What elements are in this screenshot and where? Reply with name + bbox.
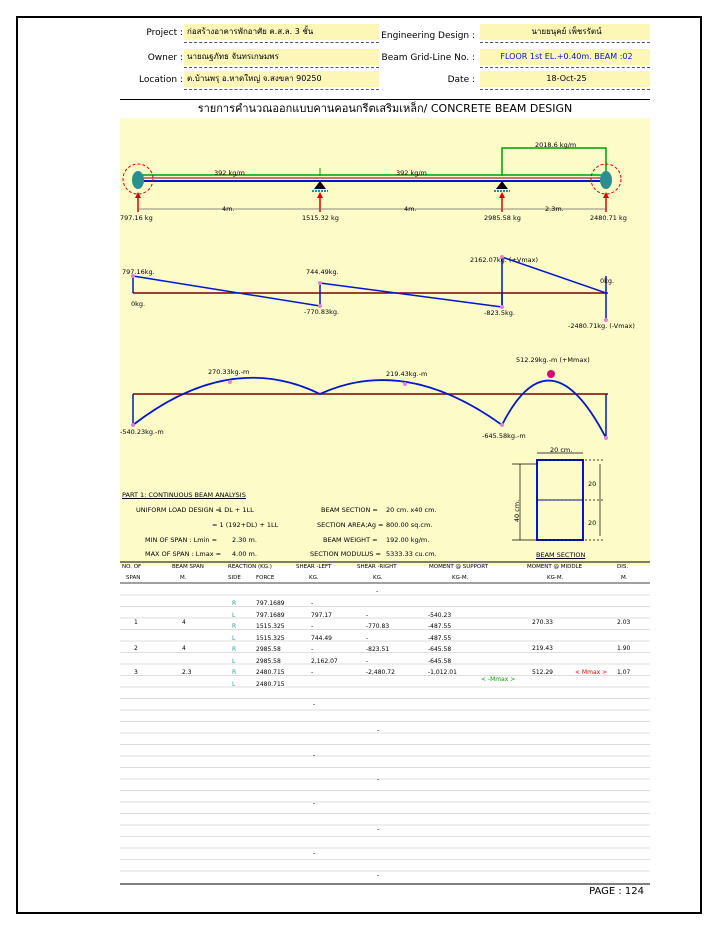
beam-weight-value: 192.00 kg/m. — [386, 536, 430, 544]
engineer-value: นายยนุคย์ เพ็ชรรัตน์ — [480, 24, 650, 40]
th: SIDE — [228, 575, 241, 581]
moment-label: 270.33kg.-m — [208, 368, 250, 376]
shear-label: -823.5kg. — [484, 309, 515, 317]
table-cell-force: 2480.715 — [256, 680, 285, 688]
owner-label: Owner : — [147, 53, 183, 63]
th: SHEAR -LEFT — [296, 564, 332, 570]
uniform-load-2: 392 kg/m — [396, 169, 427, 177]
moment-label: 219.43kg.-m — [386, 370, 428, 378]
moment-label: 512.29kg.-m (+Mmax) — [516, 356, 590, 364]
beam-section-label: BEAM SECTION = — [321, 506, 378, 514]
shear-label: 0kg. — [600, 277, 615, 285]
table-cell-shear-right: -823.51 — [366, 646, 390, 653]
span-2: 4m. — [404, 205, 417, 213]
th: SHEAR -RIGHT — [357, 564, 397, 570]
reaction-2: 1515.32 kg — [302, 214, 339, 222]
table-cell-force: 1515.325 — [256, 634, 285, 642]
page-title: รายการคำนวณออกแบบคานคอนกรีตเสริมเหล็ก/ CONCRETE BEAM DESIGN — [120, 99, 650, 119]
table-cell-shear-left: 2,162.07 — [311, 657, 338, 665]
moment-label: -645.58kg.-m — [482, 432, 526, 440]
part-title: PART 1: CONTINUOUS BEAM ANALYSIS — [122, 491, 246, 499]
section-modulus-value: 5333.33 cu.cm. — [386, 550, 437, 558]
location-label: Location : — [139, 75, 183, 85]
section-area-label: SECTION AREA;Ag = — [317, 521, 384, 529]
date-value: 18-Oct-25 — [480, 71, 650, 87]
section-half-bottom: 20 — [588, 519, 597, 527]
table-cell-moment-middle: 270.33 — [532, 619, 553, 626]
th: SPAN — [126, 575, 141, 581]
th: M. — [180, 575, 187, 581]
max-span-value: 4.00 m. — [232, 550, 257, 558]
uniform-load-label: UNIFORM LOAD DESIGN = — [136, 506, 222, 514]
beam-section-value: 20 cm. x40 cm. — [386, 506, 437, 514]
table-cell-shear-left: - — [311, 669, 314, 676]
table-cell-span-length: 4 — [182, 645, 186, 652]
section-modulus-label: SECTION MODULUS = — [310, 550, 381, 558]
beam-weight-label: BEAM WEIGHT = — [323, 536, 378, 544]
table-cell-moment-middle: 219.43 — [532, 645, 553, 652]
uniform-load-formula: 1 DL + 1LL — [218, 506, 254, 514]
table-cell-span-no: 3 — [134, 669, 138, 676]
table-cell-side: L — [232, 680, 236, 688]
reaction-1: 797.16 kg — [120, 214, 153, 222]
table-cell-dash: - — [377, 872, 380, 879]
th: REACTION (KG.) — [228, 564, 272, 570]
table-cell-shear-right: - — [366, 657, 369, 665]
th: BEAM SPAN — [172, 564, 204, 570]
engineer-label: Engineering Design : — [381, 31, 475, 41]
owner-value: นายณฐภัทธ จันทรเกษมพร — [184, 49, 379, 65]
section-height-label: 40 cm. — [513, 499, 522, 523]
shear-label: 2162.07kg. (+Vmax) — [470, 256, 539, 264]
table-cell-moment-middle: 512.29 — [532, 669, 553, 676]
table-cell-dash: - — [376, 588, 379, 595]
table-cell-dash: - — [377, 727, 380, 734]
th: MOMENT @ SUPPORT — [429, 564, 489, 570]
neg-mmax-tag: < -Mmax > — [481, 676, 516, 683]
table-cell-side: L — [232, 634, 236, 642]
table-cell-moment-support: -645.58 — [428, 646, 452, 653]
uniform-load-formula2: = 1 (192+DL) + 1LL — [212, 521, 279, 529]
table-cell-side: R — [232, 623, 237, 630]
th: DIS. — [617, 564, 629, 570]
table-cell-moment-support: -645.58 — [428, 657, 452, 665]
table-cell-span-length: 2.3 — [182, 669, 192, 676]
table-cell-shear-left: - — [311, 623, 314, 630]
shear-label: 744.49kg. — [306, 268, 339, 276]
table-cell-side: R — [232, 646, 237, 653]
table-cell-shear-left: - — [311, 646, 314, 653]
table-cell-dash: - — [313, 800, 316, 807]
table-cell-dash: - — [313, 701, 316, 708]
project-value: ก่อสร้างอาคารพักอาศัย ค.ส.ล. 3 ชั้น — [184, 24, 379, 40]
shear-label: -770.83kg. — [304, 308, 340, 316]
project-label: Project : — [146, 28, 183, 38]
table-cell-span-no: 1 — [134, 619, 138, 626]
reaction-4: 2480.71 kg — [590, 214, 627, 222]
moment-label: -540.23kg.-m — [120, 428, 164, 436]
table-cell-distance: 2.03 — [617, 619, 631, 626]
grid-label: Beam Grid-Line No. : — [381, 53, 475, 63]
table-cell-dash: - — [313, 850, 316, 857]
table-cell-dash: - — [313, 752, 316, 759]
table-cell-shear-right: - — [366, 634, 369, 642]
th: KG-M. — [452, 575, 469, 581]
table-cell-distance: 1.90 — [617, 645, 631, 652]
th: MOMENT @ MIDDLE — [527, 564, 583, 570]
uniform-load-1: 392 kg/m — [214, 169, 245, 177]
th: KG. — [309, 575, 319, 581]
table-cell-moment-support: -487.55 — [428, 623, 452, 630]
min-span-value: 2.30 m. — [232, 536, 257, 544]
shear-label: 0kg. — [131, 300, 146, 308]
span-3: 2.3m. — [545, 205, 564, 213]
table-cell-distance: 1.07 — [617, 669, 631, 676]
th: M. — [621, 575, 628, 581]
table-cell-side: L — [232, 611, 236, 619]
table-cell-force: 2480.715 — [256, 669, 285, 676]
th: FORCE — [256, 575, 275, 581]
table-cell-shear-right: -770.83 — [366, 623, 390, 630]
max-span-label: MAX OF SPAN : Lmax = — [145, 550, 222, 558]
table-cell-shear-left: - — [311, 600, 314, 607]
span-1: 4m. — [222, 205, 235, 213]
table-cell-moment-support: -540.23 — [428, 611, 452, 619]
table-cell-force: 2985.58 — [256, 646, 281, 653]
table-cell-force: 797.1689 — [256, 611, 285, 619]
shear-label: -2480.71kg. (-Vmax) — [568, 322, 635, 330]
table-cell-side: R — [232, 600, 237, 607]
section-width-label: 20 cm. — [550, 446, 573, 454]
section-area-value: 800.00 sq.cm. — [386, 521, 433, 529]
date-label: Date : — [447, 75, 475, 85]
th: KG-M. — [547, 575, 564, 581]
table-cell-span-no: 2 — [134, 645, 138, 652]
table-cell-shear-right: -2,480.72 — [366, 669, 395, 676]
section-half-top: 20 — [588, 480, 597, 488]
point-load: 2018.6 kg/m — [535, 141, 577, 149]
table-cell-side: R — [232, 669, 237, 676]
table-cell-dash: - — [377, 776, 380, 783]
table-cell-shear-left: 797.17 — [311, 611, 332, 619]
table-cell-dash: - — [377, 826, 380, 833]
table-cell-shear-left: 744.49 — [311, 634, 332, 642]
location-value: ต.บ้านพรุ อ.หาดใหญ่ จ.สงขลา 90250 — [184, 71, 379, 87]
page-number: PAGE : 124 — [589, 886, 644, 897]
th: NO. OF — [122, 564, 142, 570]
min-span-label: MIN OF SPAN : Lmin = — [145, 536, 218, 544]
table-cell-shear-right: - — [366, 611, 369, 619]
grid-value: FLOOR 1st EL.+0.40m. BEAM :02 — [480, 49, 650, 65]
table-cell-force: 1515.325 — [256, 623, 285, 630]
th: KG. — [373, 575, 383, 581]
reaction-3: 2985.58 kg — [484, 214, 521, 222]
shear-label: 797.16kg. — [122, 268, 155, 276]
table-cell-side: L — [232, 657, 236, 665]
table-cell-force: 797.1689 — [256, 600, 285, 607]
table-cell-span-length: 4 — [182, 619, 186, 626]
mmax-tag: < Mmax > — [575, 669, 608, 676]
table-cell-force: 2985.58 — [256, 657, 281, 665]
section-caption: BEAM SECTION — [536, 551, 586, 559]
table-cell-moment-support: -487.55 — [428, 634, 452, 642]
table-cell-moment-support: -1,012.01 — [428, 669, 457, 676]
